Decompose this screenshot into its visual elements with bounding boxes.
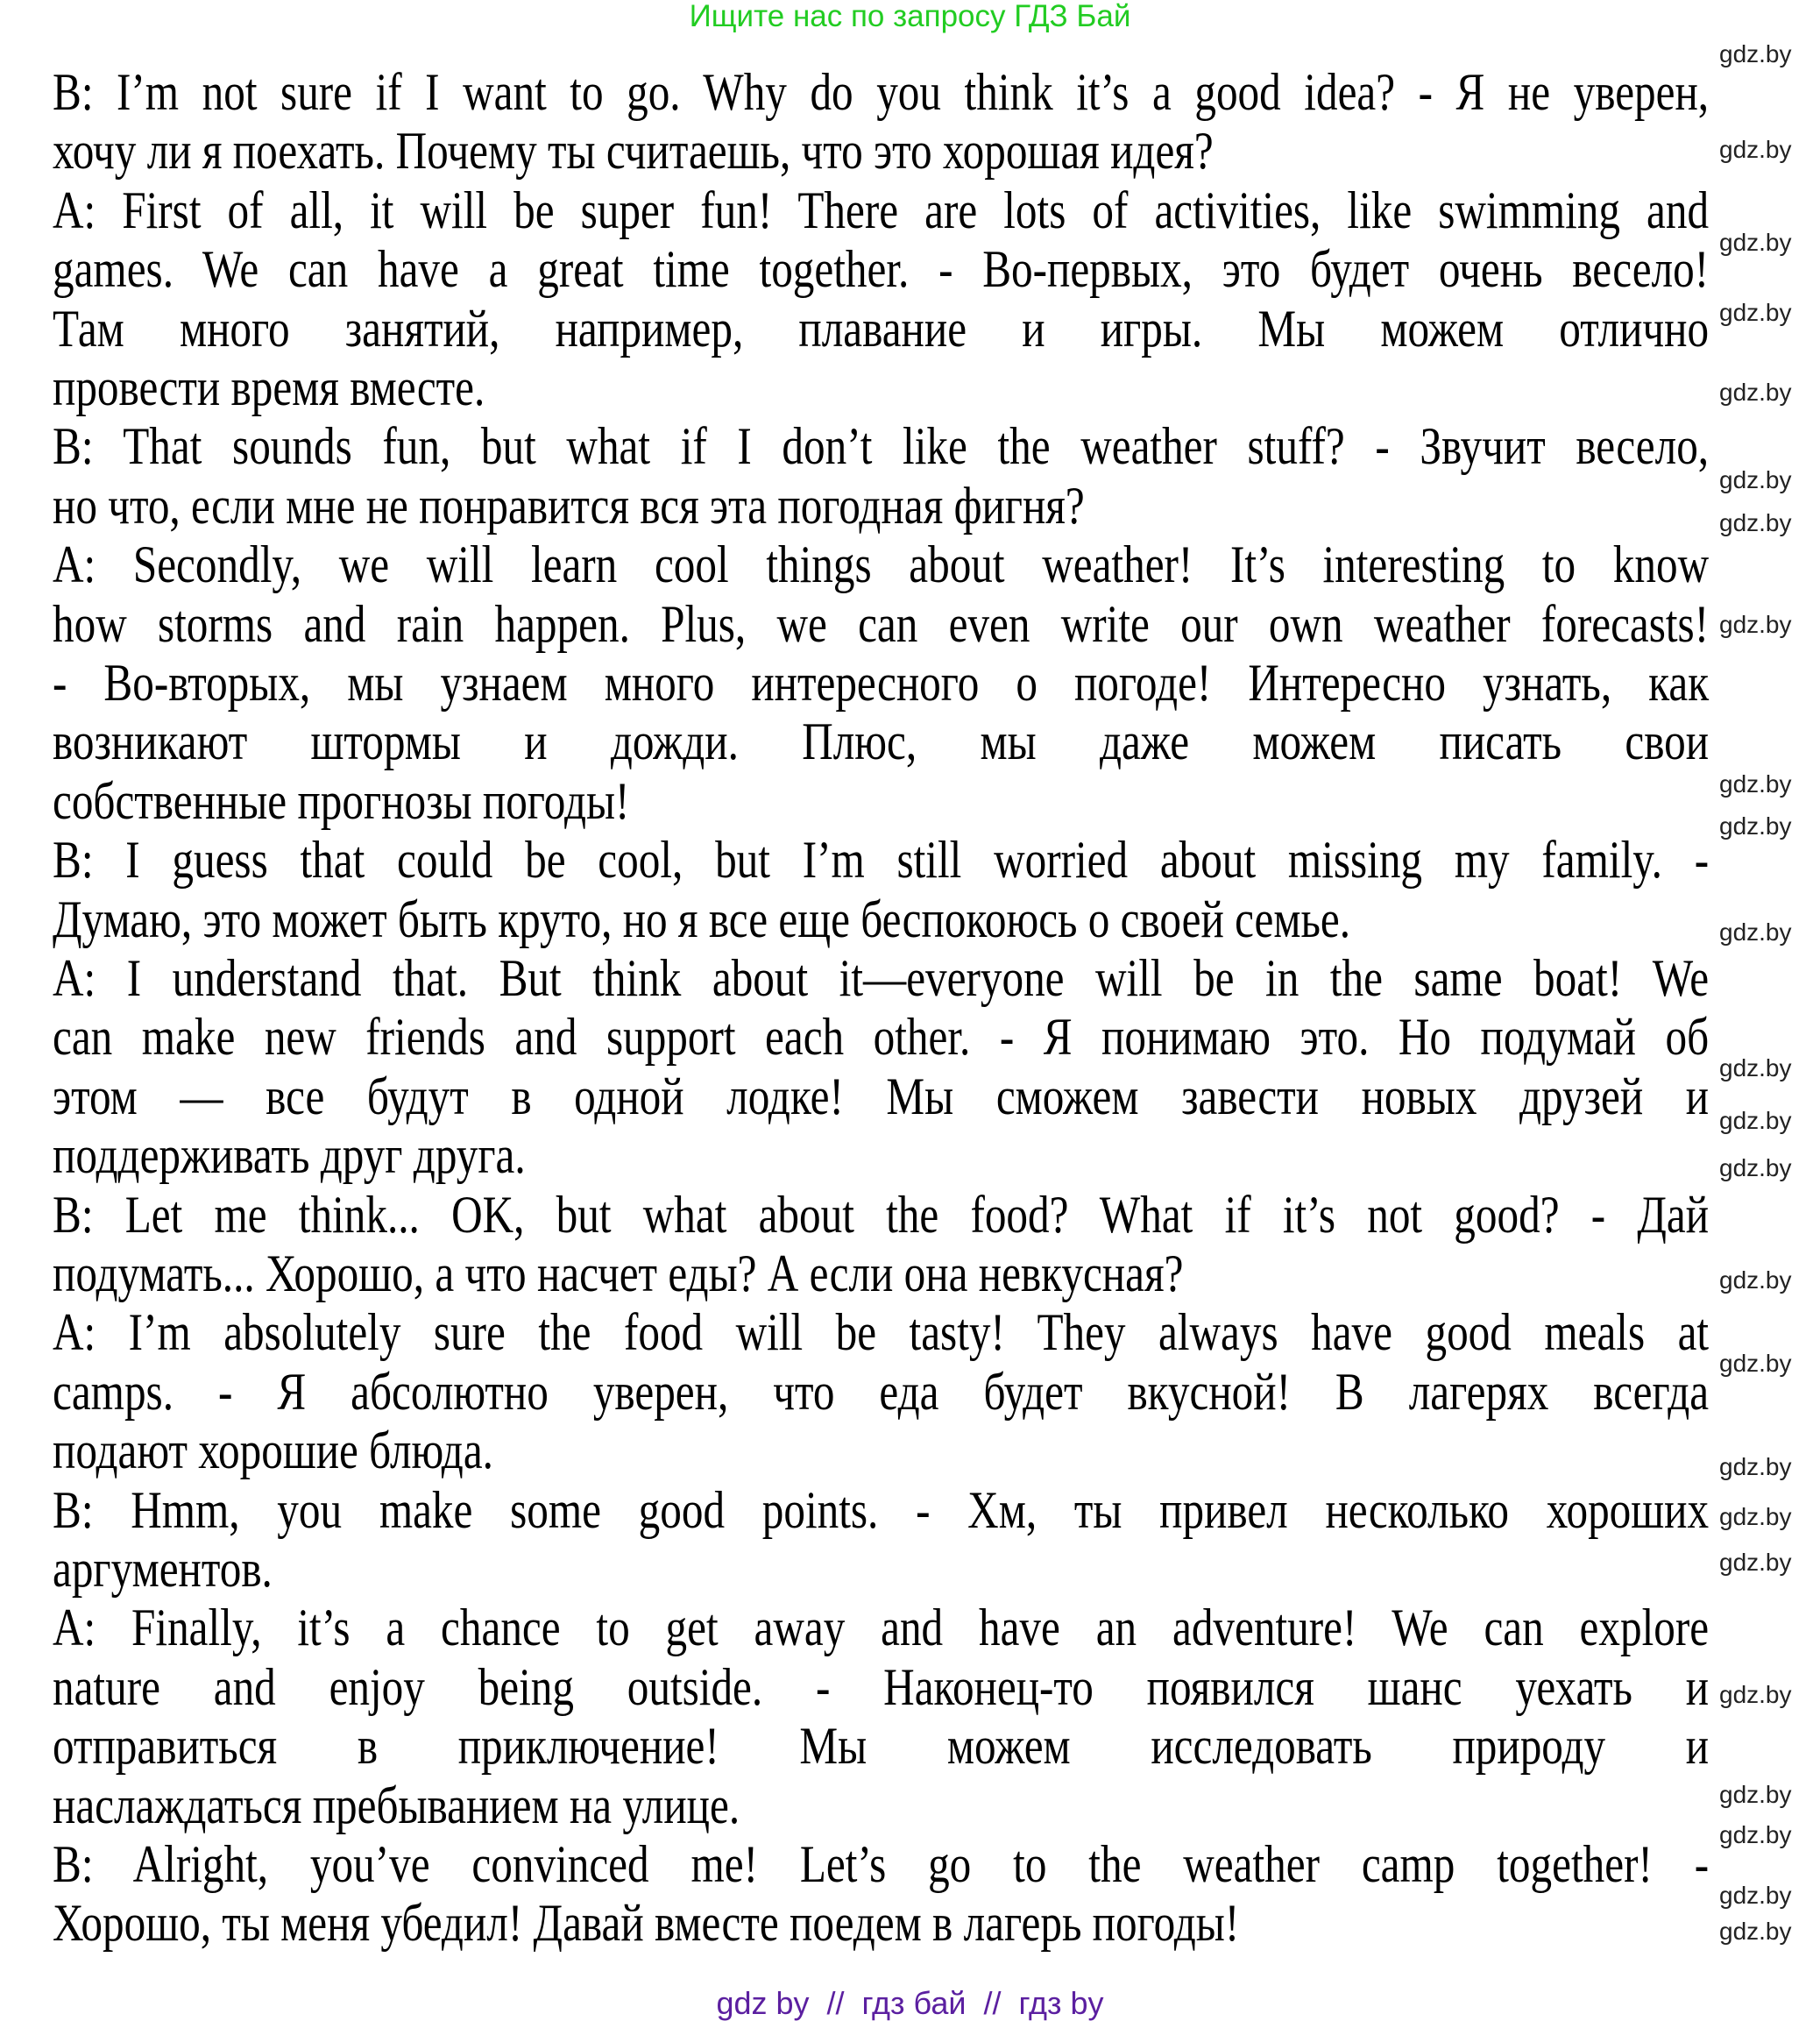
watermark: gdz.by (1719, 1821, 1792, 1848)
dialogue-line: этом — все будут в одной лодке! Мы сможем завести новых друзей и (53, 1067, 1710, 1125)
watermark: gdz.by (1719, 229, 1792, 256)
dialogue-line: аргументов. (53, 1540, 273, 1598)
dialogue-line: A: Secondly, we will learn cool things about weather! It’s interesting to know (53, 535, 1710, 594)
dialogue-line: но что, если мне не понравится вся эта погодная фигня? (53, 476, 1085, 535)
dialogue-line: поддерживать друг друга. (53, 1126, 526, 1185)
watermark: gdz.by (1719, 1453, 1792, 1480)
dialogue-line: A: First of all, it will be super fun! There are lots of activities, like swimming and (53, 181, 1710, 239)
watermark: gdz.by (1719, 1154, 1792, 1181)
watermark: gdz.by (1719, 466, 1792, 493)
footer-site-links: gdz by // гдз бай // гдз by (716, 1985, 1104, 2021)
dialogue-line: провести время вместе. (53, 358, 485, 416)
dialogue-line: B: I guess that could be cool, but I’m still worried about missing my family. - (53, 831, 1710, 890)
search-hint-header: Ищите нас по запросу ГДЗ Бай (689, 0, 1131, 33)
watermark: gdz.by (1719, 770, 1792, 798)
watermark: gdz.by (1719, 1350, 1792, 1377)
dialogue-line: Хорошо, ты меня убедил! Давай вместе поедем в лагерь погоды! (53, 1894, 1240, 1953)
watermark: gdz.by (1719, 812, 1792, 840)
watermark: gdz.by (1719, 1918, 1792, 1945)
watermark: gdz.by (1719, 1781, 1792, 1808)
dialogue-line: A: I’m absolutely sure the food will be tasty! They always have good meals at (53, 1303, 1710, 1362)
dialogue-line: Там много занятий, например, плавание и игры. Мы можем отлично (53, 299, 1710, 358)
dialogue-line: A: Finally, it’s a chance to get away and have an adventure! We can explore (53, 1599, 1710, 1657)
dialogue-line: подумать... Хорошо, а что насчет еды? А если она невкусная? (53, 1245, 1184, 1302)
dialogue-line: собственные прогнозы погоды! (53, 771, 630, 830)
watermark: gdz.by (1719, 509, 1792, 536)
watermark: gdz.by (1719, 1054, 1792, 1081)
dialogue-line: B: Alright, you’ve convinced me! Let’s go to the weather camp together! - (53, 1835, 1710, 1893)
dialogue-line: Думаю, это может быть круто, но я все еще беспокоюсь о своей семье. (53, 890, 1351, 948)
dialogue-line: B: Hmm, you make some good points. - Хм, ты привел несколько хороших (53, 1480, 1710, 1539)
dialogue-line: подают хорошие блюда. (53, 1422, 493, 1480)
watermark: gdz.by (1719, 1882, 1792, 1909)
watermark: gdz.by (1719, 1681, 1792, 1708)
dialogue-line: B: I’m not sure if I want to go. Why do you think it’s a good idea? - Я не уверен, (53, 63, 1710, 121)
dialogue-line: B: That sounds fun, but what if I don’t like the weather stuff? - Звучит весело, (53, 417, 1710, 476)
watermark: gdz.by (1719, 1266, 1792, 1294)
dialogue-line: nature and enjoy being outside. - Наконец-то появился шанс уехать и (53, 1657, 1710, 1716)
dialogue-line: how storms and rain happen. Plus, we can even write our own weather forecasts! (53, 594, 1710, 653)
watermark: gdz.by (1719, 1549, 1792, 1576)
dialogue-line: B: Let me think... OK, but what about the food? What if it’s not good? - Дай (53, 1185, 1710, 1244)
dialogue-line: - Во-вторых, мы узнаем много интересного о погоде! Интересно узнать, как (53, 654, 1710, 712)
dialogue-line: camps. - Я абсолютно уверен, что еда будет вкусной! В лагерях всегда (53, 1362, 1710, 1421)
watermark: gdz.by (1719, 40, 1792, 67)
watermark: gdz.by (1719, 136, 1792, 163)
watermark: gdz.by (1719, 379, 1792, 406)
dialogue-line: хочу ли я поехать. Почему ты считаешь, что это хорошая идея? (53, 122, 1214, 181)
dialogue-line: наслаждаться пребыванием на улице. (53, 1776, 740, 1834)
dialogue-line: возникают штормы и дожди. Плюс, мы даже можем писать свои (53, 713, 1710, 771)
watermark: gdz.by (1719, 1503, 1792, 1530)
dialogue-line: can make new friends and support each other. - Я понимаю это. Но подумай об (53, 1008, 1710, 1067)
watermark: gdz.by (1719, 1107, 1792, 1134)
watermark: gdz.by (1719, 299, 1792, 326)
dialogue-line: games. We can have a great time together. - Во-первых, это будет очень весело! (53, 240, 1710, 299)
dialogue-line: A: I understand that. But think about it—everyone will be in the same boat! We (53, 949, 1710, 1007)
watermark: gdz.by (1719, 918, 1792, 946)
watermark: gdz.by (1719, 611, 1792, 638)
dialogue-line: отправиться в приключение! Мы можем исследовать природу и (53, 1717, 1710, 1776)
